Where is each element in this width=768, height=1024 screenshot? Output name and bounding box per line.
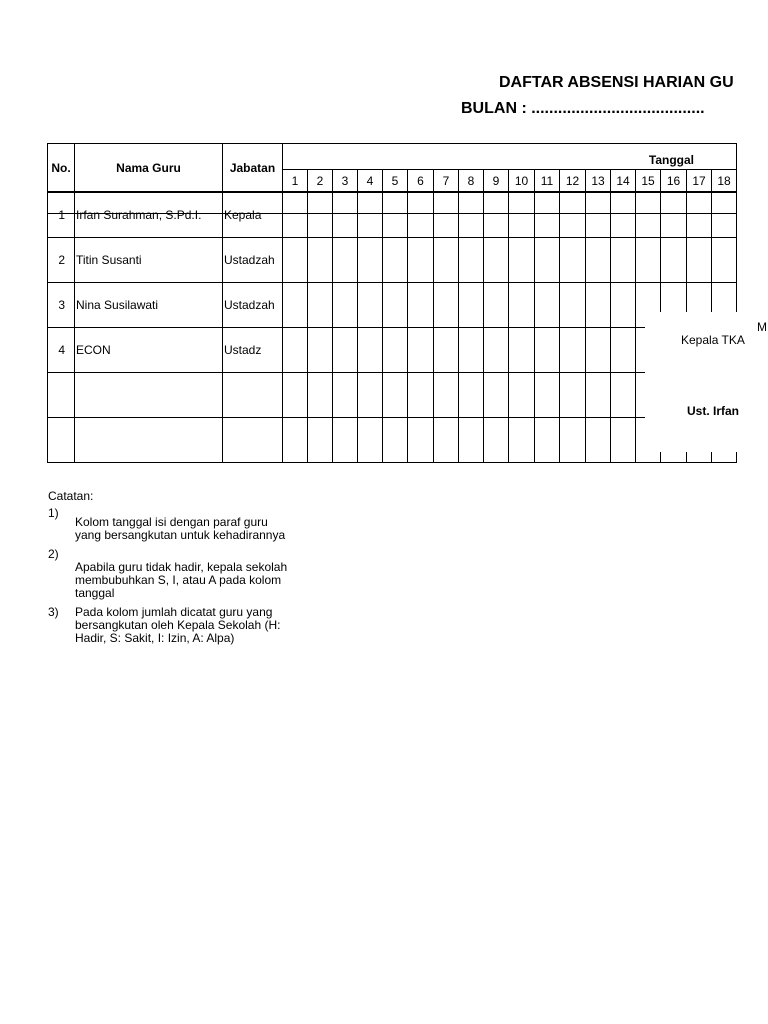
attendance-cell[interactable] [509,418,535,463]
attendance-cell[interactable] [535,328,560,373]
attendance-cell[interactable] [687,238,712,283]
day-header: 7 [434,170,459,192]
note-item [48,507,288,542]
attendance-cell[interactable] [358,328,383,373]
attendance-cell[interactable] [383,283,408,328]
attendance-cell[interactable] [611,373,636,418]
attendance-cell[interactable] [283,283,308,328]
attendance-cell[interactable] [459,328,484,373]
attendance-cell[interactable] [535,238,560,283]
attendance-cell[interactable] [333,193,358,238]
attendance-cell[interactable] [308,328,333,373]
attendance-cell[interactable] [408,328,434,373]
day-header: 5 [383,170,408,192]
signature-block [645,312,768,452]
attendance-cell[interactable] [509,328,535,373]
attendance-cell[interactable] [611,328,636,373]
note-number: 3) [48,605,59,619]
signature-role: Kepala TKA [681,333,745,347]
column-header-name: Nama Guru [75,144,223,192]
attendance-cell[interactable] [611,283,636,328]
attendance-cell[interactable] [611,238,636,283]
day-header: 1 [283,170,308,192]
attendance-cell[interactable] [434,373,459,418]
attendance-cell[interactable] [484,418,509,463]
day-header: 4 [358,170,383,192]
attendance-cell[interactable] [408,283,434,328]
attendance-cell[interactable] [560,373,586,418]
attendance-cell[interactable] [434,418,459,463]
attendance-cell[interactable] [586,418,611,463]
attendance-cell[interactable] [358,418,383,463]
teacher-name: Nina Susilawati [75,283,223,328]
attendance-cell[interactable] [408,238,434,283]
teacher-name [75,418,223,463]
attendance-cell[interactable] [308,418,333,463]
attendance-cell[interactable] [434,328,459,373]
attendance-cell[interactable] [586,238,611,283]
attendance-cell[interactable] [661,193,687,238]
signature-place: M [757,320,767,334]
note-item [48,548,288,600]
attendance-cell[interactable] [434,238,459,283]
attendance-cell[interactable] [459,373,484,418]
attendance-cell[interactable] [560,238,586,283]
attendance-cell[interactable] [586,328,611,373]
row-number: 2 [48,238,75,283]
teacher-position: Ustadz [223,328,283,373]
column-header-no: No. [48,144,75,192]
day-header: 13 [586,170,611,192]
attendance-cell[interactable] [484,238,509,283]
attendance-cell[interactable] [712,238,737,283]
attendance-cell[interactable] [509,283,535,328]
attendance-cell[interactable] [586,373,611,418]
attendance-cell[interactable] [687,193,712,238]
day-header: 9 [484,170,509,192]
attendance-cell[interactable] [333,283,358,328]
table-row [48,328,737,373]
table-row [48,373,737,418]
day-header: 3 [333,170,358,192]
attendance-cell[interactable] [358,373,383,418]
header-row-top [48,144,737,170]
teacher-position [223,373,283,418]
attendance-cell[interactable] [333,418,358,463]
row-number: 4 [48,328,75,373]
note-text: Pada kolom jumlah dicatat guru yang bersangkutan oleh Kepala Sekolah (H: Hadir, S: Sakit, I: Izin, A: Alpa) [75,605,281,645]
day-header: 12 [560,170,586,192]
notes-title: Catatan: [48,489,94,503]
table-row [48,193,737,238]
attendance-cell[interactable] [308,373,333,418]
attendance-cell[interactable] [333,238,358,283]
notes-section [48,490,288,651]
column-header-position: Jabatan [223,144,283,192]
attendance-cell[interactable] [611,418,636,463]
day-header: 10 [509,170,535,192]
month-label: BULAN : ....................................... [461,100,705,117]
teacher-position: Ustadzah [223,238,283,283]
attendance-cell[interactable] [383,238,408,283]
attendance-cell[interactable] [459,238,484,283]
day-header: 18 [712,170,737,192]
note-number: 2) [48,547,59,561]
column-header-date: Tanggal [283,144,737,170]
attendance-cell[interactable] [383,418,408,463]
attendance-cell[interactable] [560,193,586,238]
note-item [48,606,288,645]
note-number: 1) [48,506,59,520]
row-number: 3 [48,283,75,328]
attendance-cell[interactable] [535,418,560,463]
document-title: DAFTAR ABSENSI HARIAN GU [499,74,734,91]
teacher-position [223,418,283,463]
attendance-cell[interactable] [535,373,560,418]
attendance-body [47,192,740,463]
attendance-cell[interactable] [535,193,560,238]
row-number: 1 [48,193,75,238]
attendance-cell[interactable] [283,238,308,283]
day-header: 2 [308,170,333,192]
day-header: 6 [408,170,434,192]
attendance-cell[interactable] [408,418,434,463]
attendance-cell[interactable] [308,238,333,283]
attendance-cell[interactable] [308,193,333,238]
attendance-cell[interactable] [560,418,586,463]
attendance-cell[interactable] [484,328,509,373]
table-row [48,238,737,283]
attendance-cell[interactable] [611,193,636,238]
day-header: 17 [687,170,712,192]
attendance-cell[interactable] [509,373,535,418]
attendance-cell[interactable] [509,238,535,283]
signature-name: Ust. Irfan [687,404,740,418]
attendance-cell[interactable] [383,328,408,373]
attendance-cell[interactable] [434,283,459,328]
attendance-cell[interactable] [535,283,560,328]
note-text: Apabila guru tidak hadir, kepala sekolah membubuhkan S, I, atau A pada kolom tanggal [75,560,288,600]
attendance-cell[interactable] [434,193,459,238]
attendance-cell[interactable] [712,193,737,238]
teacher-position: Ustadzah [223,283,283,328]
attendance-cell[interactable] [308,283,333,328]
teacher-name: Titin Susanti [75,238,223,283]
attendance-cell[interactable] [636,238,661,283]
attendance-cell[interactable] [283,193,308,238]
attendance-cell[interactable] [283,373,308,418]
attendance-cell[interactable] [484,193,509,238]
attendance-cell[interactable] [586,193,611,238]
teacher-position: Kepala [223,193,283,238]
table-row [48,283,737,328]
attendance-cell[interactable] [383,373,408,418]
row-number [48,418,75,463]
attendance-cell[interactable] [509,193,535,238]
attendance-cell[interactable] [586,283,611,328]
table-row [48,418,737,463]
attendance-cell[interactable] [560,283,586,328]
attendance-cell[interactable] [358,283,383,328]
attendance-cell[interactable] [283,328,308,373]
attendance-cell[interactable] [383,193,408,238]
day-header: 8 [459,170,484,192]
day-header: 11 [535,170,560,192]
attendance-cell[interactable] [661,238,687,283]
note-text: Kolom tanggal isi dengan paraf guru yang bersangkutan untuk kehadirannya [75,515,286,542]
attendance-cell[interactable] [333,373,358,418]
attendance-cell[interactable] [459,193,484,238]
attendance-cell[interactable] [333,328,358,373]
teacher-name [75,373,223,418]
attendance-cell[interactable] [459,283,484,328]
attendance-cell[interactable] [358,238,383,283]
attendance-cell[interactable] [358,193,383,238]
attendance-cell[interactable] [636,193,661,238]
row-number [48,373,75,418]
attendance-cell[interactable] [408,373,434,418]
attendance-cell[interactable] [408,193,434,238]
day-header: 16 [661,170,687,192]
teacher-name: ECON [75,328,223,373]
teacher-name: Irfan Surahman, S.Pd.I. [75,193,223,238]
attendance-cell[interactable] [484,283,509,328]
day-header: 15 [636,170,661,192]
attendance-cell[interactable] [484,373,509,418]
attendance-cell[interactable] [560,328,586,373]
attendance-cell[interactable] [459,418,484,463]
day-header: 14 [611,170,636,192]
attendance-cell[interactable] [283,418,308,463]
